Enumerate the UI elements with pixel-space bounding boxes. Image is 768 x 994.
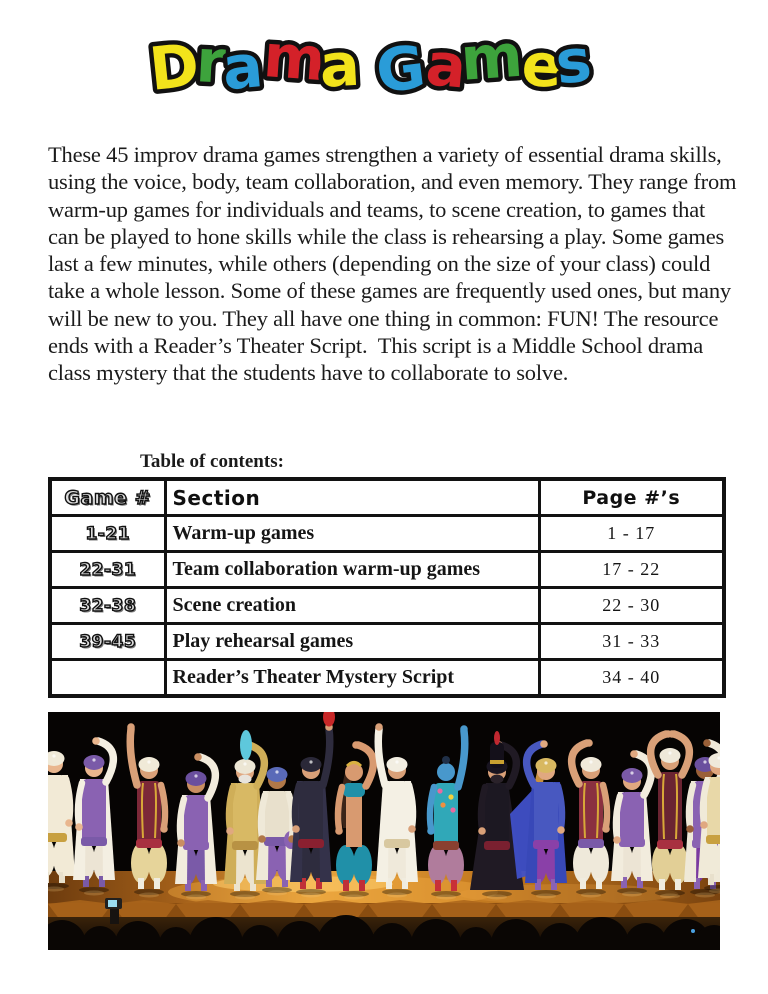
toc-cell-pages: 34 - 40 <box>539 660 724 697</box>
toc-cell-game <box>50 660 165 697</box>
title-letter: m <box>458 20 525 94</box>
title-letter: m <box>261 20 328 95</box>
toc-heading: Table of contents: <box>140 451 284 472</box>
title-letter: a <box>423 29 470 102</box>
toc-cell-pages: 22 - 30 <box>539 588 724 624</box>
toc-col-game: Game # <box>50 479 165 516</box>
toc-col-section: Section <box>165 479 539 516</box>
toc-col-pages: Page #’s <box>539 479 724 516</box>
toc-cell-section: Team collaboration warm-up games <box>165 552 539 588</box>
toc-cell-game: 39-45 <box>50 624 165 660</box>
cast-photo <box>48 712 720 950</box>
toc-cell-pages: 17 - 22 <box>539 552 724 588</box>
title-letter: s <box>552 25 595 98</box>
toc-cell-game: 32-38 <box>50 588 165 624</box>
intro-paragraph: These 45 improv drama games strengthen a variety of essential drama skills, using the voice, body, team collaboration, and even memory. They range from warm-up games for individuals and teams, to scene creation, to games that can be played to hone skills while the class is rehearsing a play. Some games last a few minutes, while others (depending on the size of your class) could take a whole lesson. Some of these games are frequently used ones, but many will be new to you. They all have one thing in common: FUN! The resource ends with a Reader’s Theater Script. This script is a Middle School drama class mystery that the students have to collaborate to solve. <box>48 142 742 386</box>
toc-cell-section: Warm-up games <box>165 516 539 552</box>
toc-cell-game: 1-21 <box>50 516 165 552</box>
toc-row <box>50 624 724 660</box>
title-letter: G <box>372 32 429 107</box>
toc-cell-pages: 31 - 33 <box>539 624 724 660</box>
toc-table <box>48 477 726 698</box>
toc-row <box>50 552 724 588</box>
toc-cell-section: Play rehearsal games <box>165 624 539 660</box>
toc-cell-game: 22-31 <box>50 552 165 588</box>
title-letter: a <box>219 31 266 104</box>
drama-games-wordmark <box>134 20 638 118</box>
toc-row <box>50 516 724 552</box>
toc-cell-section: Scene creation <box>165 588 539 624</box>
title-letter: D <box>146 30 203 104</box>
toc-header-row <box>50 479 724 516</box>
title-letter: e <box>520 29 564 101</box>
toc-row <box>50 588 724 624</box>
title-letter: a <box>317 29 362 101</box>
toc-cell-pages: 1 - 17 <box>539 516 724 552</box>
toc-cell-section: Reader’s Theater Mystery Script <box>165 660 539 697</box>
title-image <box>134 20 638 118</box>
title-letter: r <box>194 26 228 97</box>
toc-row <box>50 660 724 697</box>
